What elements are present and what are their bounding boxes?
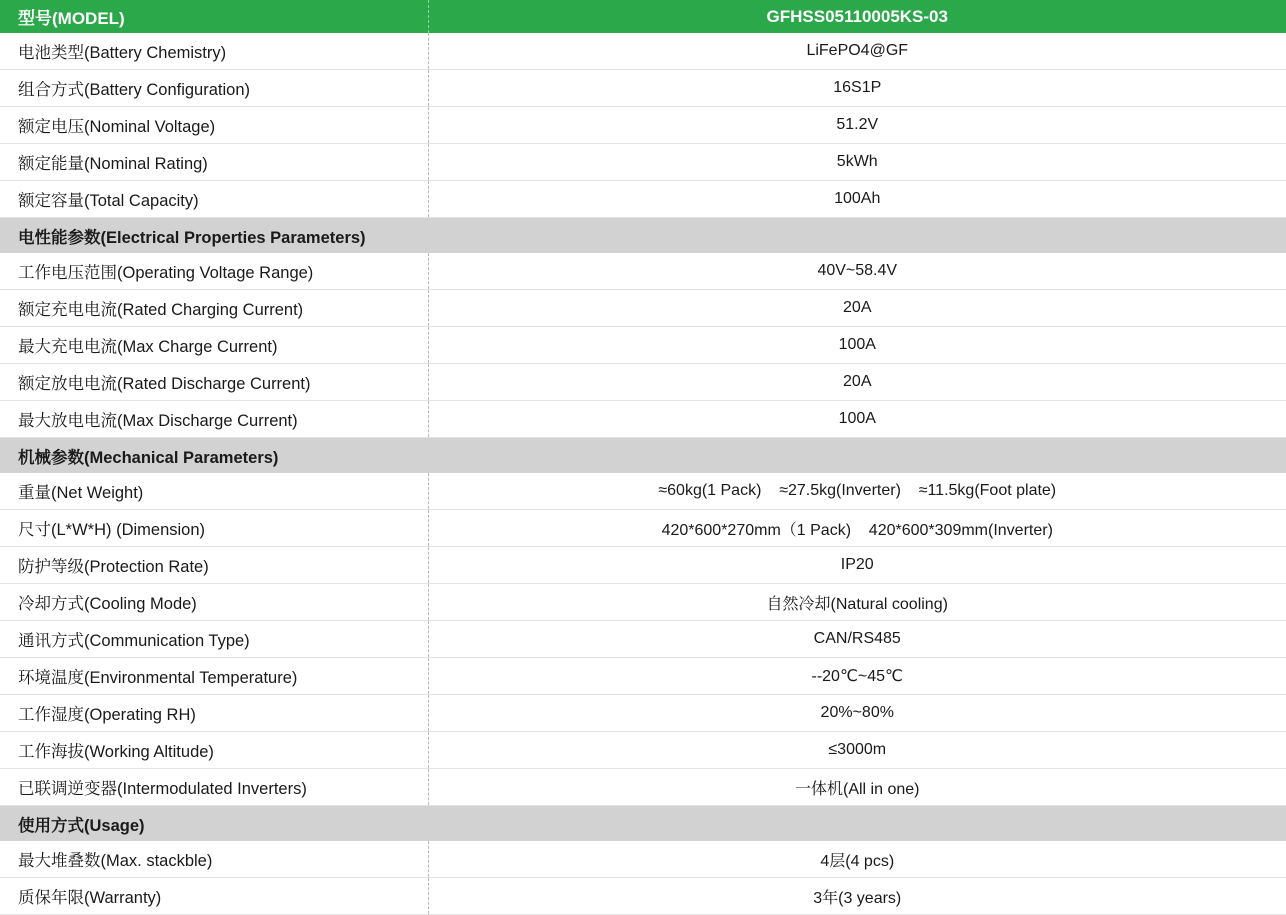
row-value-cell [428, 732, 1286, 769]
row-value: 16S1P [429, 79, 1286, 97]
row-value: 20%~80% [429, 704, 1286, 722]
table-row [0, 70, 1286, 107]
row-value-cell [428, 107, 1286, 144]
row-label-cell [0, 584, 428, 621]
row-label: 防护等级(Protection Rate) [18, 558, 209, 576]
table-section-row [0, 218, 1286, 254]
row-value: 自然冷却(Natural cooling) [429, 591, 1286, 614]
row-value: 51.2V [429, 116, 1286, 134]
row-label-cell [0, 144, 428, 181]
table-row [0, 769, 1286, 806]
row-label: 最大放电电流(Max Discharge Current) [18, 412, 298, 430]
row-label: 额定电压(Nominal Voltage) [18, 118, 215, 136]
row-value: 一体机(All in one) [429, 776, 1286, 799]
row-label: 最大堆叠数(Max. stackble) [18, 852, 212, 870]
row-label: 额定充电电流(Rated Charging Current) [18, 301, 303, 319]
row-label-cell [0, 769, 428, 806]
row-value-cell [428, 473, 1286, 510]
row-label-cell [0, 510, 428, 547]
table-row [0, 510, 1286, 547]
table-row [0, 621, 1286, 658]
row-label-cell [0, 695, 428, 732]
row-label-cell [0, 33, 428, 70]
row-value-cell [428, 327, 1286, 364]
row-value-cell [428, 658, 1286, 695]
row-label: 工作海拔(Working Altitude) [18, 743, 214, 761]
row-label-cell [0, 621, 428, 658]
row-label: 重量(Net Weight) [18, 484, 143, 502]
section-title: 使用方式(Usage) [18, 817, 145, 835]
row-value: --20℃~45℃ [429, 666, 1286, 686]
row-label: 已联调逆变器(Intermodulated Inverters) [18, 780, 307, 798]
row-value: CAN/RS485 [429, 630, 1286, 648]
row-label: 额定容量(Total Capacity) [18, 192, 199, 210]
table-row [0, 327, 1286, 364]
row-value: 20A [429, 373, 1286, 391]
table-row [0, 878, 1286, 915]
row-value-cell [428, 401, 1286, 438]
row-label-cell [0, 841, 428, 878]
row-value-cell [428, 364, 1286, 401]
row-value-cell [428, 878, 1286, 915]
row-label-cell [0, 364, 428, 401]
row-value: ≤3000m [429, 741, 1286, 759]
row-value-cell [428, 769, 1286, 806]
row-value: 5kWh [429, 153, 1286, 171]
table-row [0, 181, 1286, 218]
table-row [0, 253, 1286, 290]
header-value-cell [428, 0, 1286, 33]
table-row [0, 732, 1286, 769]
row-label: 额定放电电流(Rated Discharge Current) [18, 375, 311, 393]
row-label: 工作湿度(Operating RH) [18, 706, 196, 724]
row-value: 4层(4 pcs) [429, 848, 1286, 871]
row-label-cell [0, 327, 428, 364]
table-header-row [0, 0, 1286, 33]
row-label-cell [0, 181, 428, 218]
row-label: 额定能量(Nominal Rating) [18, 155, 208, 173]
row-label-cell [0, 878, 428, 915]
section-title-cell [0, 806, 1286, 842]
row-value: 3年(3 years) [429, 885, 1286, 908]
row-value: IP20 [429, 556, 1286, 574]
row-value-cell [428, 584, 1286, 621]
row-label: 冷却方式(Cooling Mode) [18, 595, 197, 613]
table-row [0, 290, 1286, 327]
row-value: ≈60kg(1 Pack) ≈27.5kg(Inverter) ≈11.5kg(Foot plate) [429, 482, 1286, 500]
row-label-cell [0, 290, 428, 327]
table-row [0, 33, 1286, 70]
row-value-cell [428, 290, 1286, 327]
header-model-label: 型号(MODEL) [18, 9, 125, 28]
table-row [0, 401, 1286, 438]
row-label-cell [0, 473, 428, 510]
table-row [0, 695, 1286, 732]
row-value-cell [428, 621, 1286, 658]
row-label: 尺寸(L*W*H) (Dimension) [18, 521, 205, 539]
row-value: 100Ah [429, 190, 1286, 208]
row-value-cell [428, 181, 1286, 218]
table-row [0, 841, 1286, 878]
row-label: 环境温度(Environmental Temperature) [18, 669, 297, 687]
section-title: 机械参数(Mechanical Parameters) [18, 449, 278, 467]
header-model-value: GFHSS05110005KS-03 [767, 7, 948, 26]
header-label-cell [0, 0, 428, 33]
row-label-cell [0, 70, 428, 107]
row-value: 20A [429, 299, 1286, 317]
section-title: 电性能参数(Electrical Properties Parameters) [18, 229, 366, 247]
table-row [0, 107, 1286, 144]
row-value: 40V~58.4V [429, 262, 1286, 280]
table-row [0, 364, 1286, 401]
row-label: 质保年限(Warranty) [18, 889, 161, 907]
row-label-cell [0, 658, 428, 695]
table-row [0, 547, 1286, 584]
row-value-cell [428, 841, 1286, 878]
row-value-cell [428, 253, 1286, 290]
row-value: 420*600*270mm（1 Pack) 420*600*309mm(Inverter) [429, 517, 1286, 540]
row-label-cell [0, 253, 428, 290]
row-label-cell [0, 732, 428, 769]
row-value: 100A [429, 410, 1286, 428]
row-label: 工作电压范围(Operating Voltage Range) [18, 264, 313, 282]
row-value-cell [428, 33, 1286, 70]
row-value-cell [428, 547, 1286, 584]
table-row [0, 584, 1286, 621]
row-value-cell [428, 510, 1286, 547]
row-label-cell [0, 401, 428, 438]
table-section-row [0, 806, 1286, 842]
table-section-row [0, 438, 1286, 474]
section-title-cell [0, 218, 1286, 254]
row-label-cell [0, 547, 428, 584]
row-label: 通讯方式(Communication Type) [18, 632, 250, 650]
row-label: 电池类型(Battery Chemistry) [18, 44, 226, 62]
row-value: 100A [429, 336, 1286, 354]
row-value-cell [428, 70, 1286, 107]
table-row [0, 473, 1286, 510]
row-value-cell [428, 144, 1286, 181]
row-value: LiFePO4@GF [429, 42, 1286, 60]
row-label: 最大充电电流(Max Charge Current) [18, 338, 277, 356]
row-value-cell [428, 695, 1286, 732]
section-title-cell [0, 438, 1286, 474]
table-row [0, 658, 1286, 695]
table-row [0, 144, 1286, 181]
row-label: 组合方式(Battery Configuration) [18, 81, 250, 99]
row-label-cell [0, 107, 428, 144]
